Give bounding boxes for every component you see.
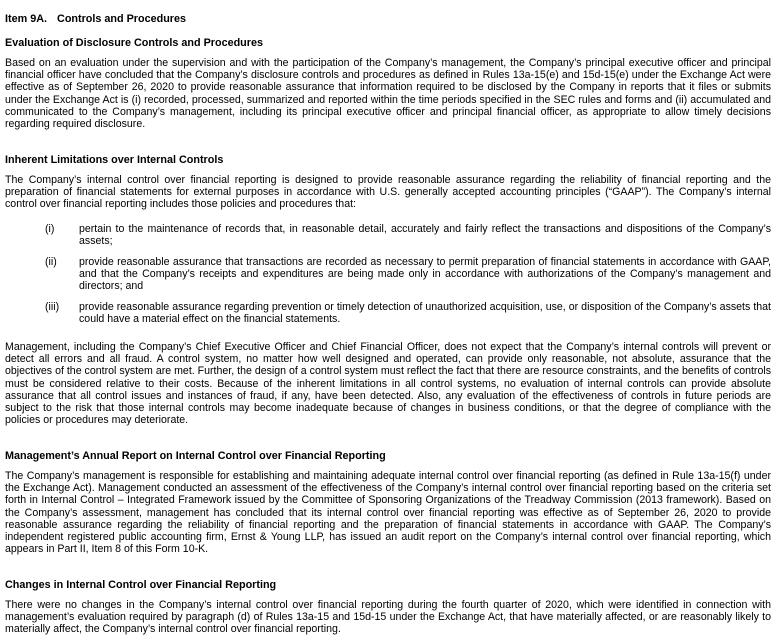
section-heading-evaluation: Evaluation of Disclosure Controls and Procedures (5, 37, 263, 49)
item-number: Item 9A. (5, 13, 48, 25)
changes-paragraph: There were no changes in the Company’s internal control over financial reporting during the fourth quarter of 2020, which were identified in connection with management’s evaluation required by paragraph (d) of Rules 13a-15 and 15d-15 under the Exchange Act, that have materially affected, or are reasonably likely to materially affect, the Company’s internal control over financial reporting. (5, 599, 771, 636)
inherent-limitations-paragraph-2: Management, including the Company’s Chief Executive Officer and Chief Financial Officer, does not expect that the Company’s internal controls will prevent or detect all errors and all fraud. A control system, no matter how well designed and operated, can provide only reasonable, not absolute, assurance that the objectives of the control system are met. Further, the design of a control system must reflect the fact that there are resource constraints, and the benefits of controls must be considered relative to their costs. Because of the inherent limitations in all control systems, no evaluation of internal controls can provide absolute assurance that all control issues and instances of fraud, if any, have been detected. Also, any evaluation of the effectiveness of controls in future periods are subject to the risk that those internal controls may become inadequate because of changes in business conditions, or that the degree of compliance with the policies or procedures may deteriorate. (5, 341, 771, 427)
section-heading-annual-report: Management’s Annual Report on Internal Control over Financial Reporting (5, 450, 386, 462)
list-item-text: provide reasonable assurance regarding prevention or timely detection of unauthorized acquisition, use, or disposition of the Company’s assets that could have a material effect on the financial statements. (79, 301, 771, 326)
list-item-ii (45, 256, 771, 293)
list-item-text: pertain to the maintenance of records that, in reasonable detail, accurately and fairly reflect the transactions and dispositions of the Company’s assets; (79, 223, 771, 248)
list-marker: (ii) (45, 256, 57, 268)
list-item-i (45, 223, 771, 247)
list-marker: (i) (45, 223, 55, 235)
item-title-text: Controls and Procedures (57, 13, 187, 25)
list-item-iii (45, 301, 771, 325)
section-heading-inherent-limitations: Inherent Limitations over Internal Controls (5, 154, 224, 166)
list-marker: (iii) (45, 301, 60, 313)
section-heading-changes: Changes in Internal Control over Financial Reporting (5, 579, 277, 591)
evaluation-paragraph: Based on an evaluation under the supervision and with the participation of the Company’s management, the Company’s principal executive officer and principal financial officer have concluded that the Company’s disclosure controls and procedures as defined in Rules 13a-15(e) and 15d-15(e) under the Exchange Act were effective as of September 26, 2020 to provide reasonable assurance that information required to be disclosed by the Company in reports that it files or submits under the Exchange Act is (i) recorded, processed, summarized and reported within the time periods specified in the SEC rules and forms and (ii) accumulated and communicated to the Company’s management, including its principal executive officer and principal financial officer, as appropriate to allow timely decisions regarding required disclosure. (5, 57, 771, 131)
annual-report-paragraph: The Company’s management is responsible for establishing and maintaining adequate internal control over financial reporting (as defined in Rule 13a-15(f) under the Exchange Act). Management conducted an assessment of the effectiveness of the Company’s internal control over financial reporting based on the criteria set forth in Internal Control – Integrated Framework issued by the Committee of Sponsoring Organizations of the Treadway Commission (2013 framework). Based on the Company’s assessment, management has concluded that its internal control over financial reporting was effective as of September 26, 2020 to provide reasonable assurance regarding the reliability of financial reporting and the preparation of financial statements in accordance with GAAP. The Company’s independent registered public accounting firm, Ernst & Young LLP, has issued an audit report on the Company’s internal control over financial reporting, which appears in Part II, Item 8 of this Form 10-K. (5, 470, 771, 556)
item-title (5, 13, 186, 25)
inherent-limitations-paragraph: The Company’s internal control over financial reporting is designed to provide reasonable assurance regarding the reliability of financial reporting and the preparation of financial statements for external purposes in accordance with U.S. generally accepted accounting principles (“GAAP”). The Company’s internal control over financial reporting includes those policies and procedures that: (5, 174, 771, 211)
list-item-text: provide reasonable assurance that transactions are recorded as necessary to permit preparation of financial statements in accordance with GAAP, and that the Company’s receipts and expenditures are being made only in accordance with authorizations of the Company’s management and directors; and (79, 256, 771, 293)
